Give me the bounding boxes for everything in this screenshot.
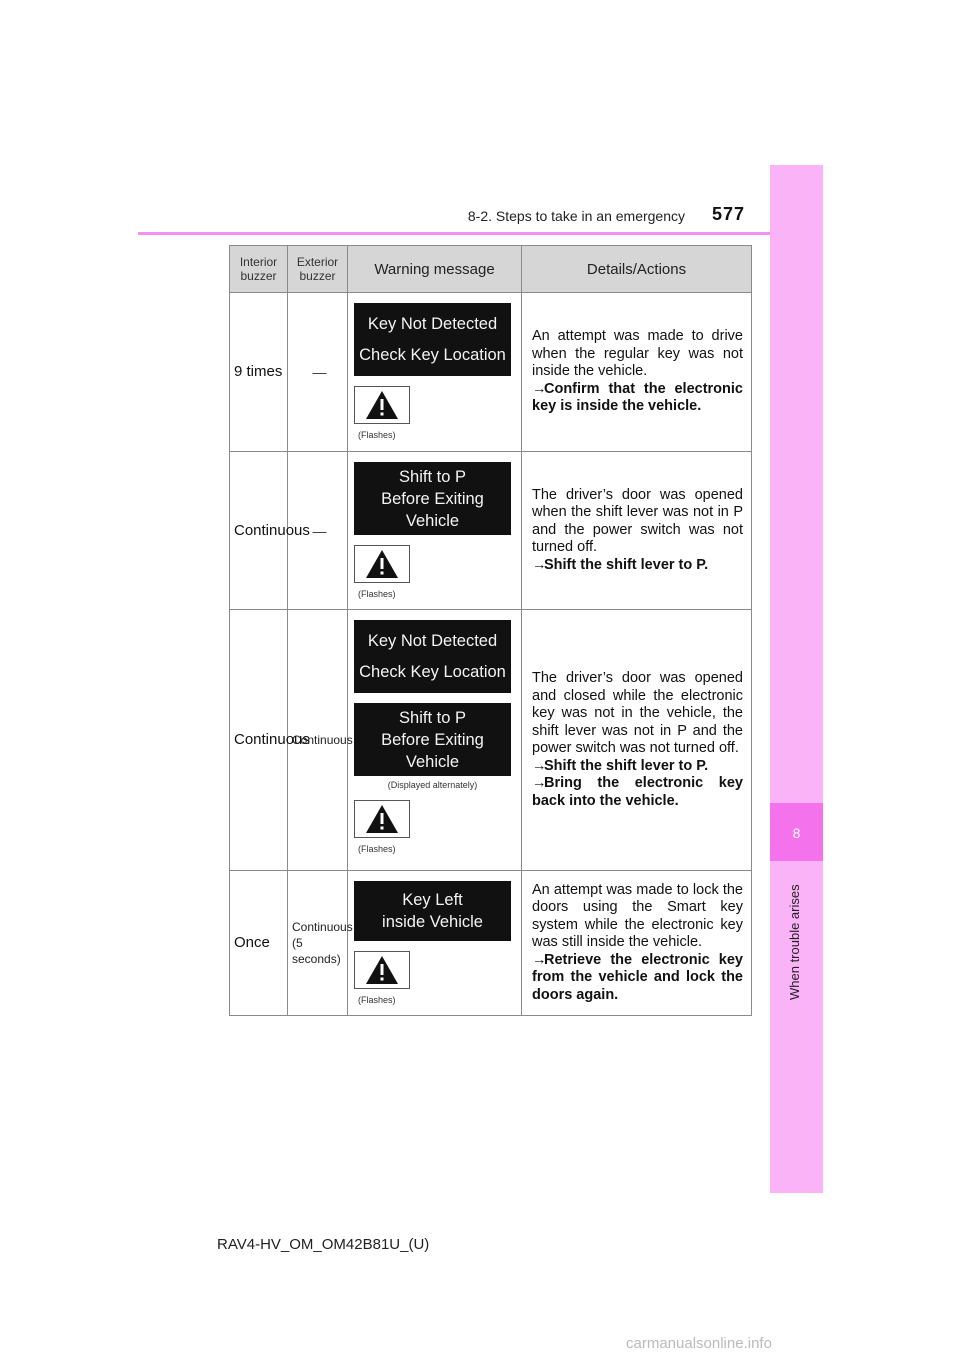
section-title: 8-2. Steps to take in an emergency bbox=[467, 208, 685, 224]
warning-table bbox=[229, 245, 752, 1016]
side-tab-strip bbox=[770, 165, 823, 1193]
warning-indicator bbox=[354, 545, 410, 583]
warning-message-cell bbox=[348, 871, 522, 1016]
chapter-label: When trouble arises bbox=[787, 884, 802, 1000]
interior-buzzer-cell: Continuous bbox=[230, 452, 288, 610]
details-cell bbox=[522, 452, 752, 610]
message-display: Shift to P Before Exiting Vehicle bbox=[354, 462, 511, 535]
page-number: 577 bbox=[712, 204, 746, 224]
warning-indicator bbox=[354, 800, 410, 838]
warning-indicator bbox=[354, 386, 410, 424]
details-cell bbox=[522, 293, 752, 452]
chapter-number-tab[interactable]: 8 bbox=[770, 803, 823, 861]
warning-indicator bbox=[354, 951, 410, 989]
flash-caption: (Flashes) bbox=[358, 430, 396, 440]
details-cell bbox=[522, 610, 752, 871]
header-interior-buzzer: Interior buzzer bbox=[230, 246, 288, 293]
details-text: An attempt was made to lock the doors using the Smart key system while the electronic key was still inside the vehicle. bbox=[532, 881, 743, 951]
action-item: →Shift the shift lever to P. bbox=[532, 556, 709, 573]
table-row bbox=[230, 452, 752, 610]
header-exterior-buzzer: Exterior buzzer bbox=[288, 246, 348, 293]
table-row bbox=[230, 871, 752, 1016]
warning-message-cell bbox=[348, 610, 522, 871]
interior-buzzer-cell: Once bbox=[230, 871, 288, 1016]
action-item: →Shift the shift lever to P. bbox=[532, 757, 709, 774]
exterior-buzzer-cell: Continuous bbox=[288, 610, 348, 871]
message-display: Key Left inside Vehicle bbox=[354, 881, 511, 941]
header-warning-message: Warning message bbox=[348, 246, 522, 293]
action-item: →Retrieve the electronic key from the vehicle and lock the doors again. bbox=[532, 951, 743, 1003]
warning-triangle-icon bbox=[365, 804, 399, 834]
message-display: Key Not Detected Check Key Location bbox=[354, 303, 511, 376]
message-display: Key Not Detected Check Key Location bbox=[354, 620, 511, 693]
warning-triangle-icon bbox=[365, 549, 399, 579]
flash-caption: (Flashes) bbox=[358, 589, 396, 599]
message-display: Shift to P Before Exiting Vehicle bbox=[354, 703, 511, 776]
warning-message-cell bbox=[348, 293, 522, 452]
details-text: The driver’s door was opened and closed while the electronic key was not in the vehicle, the shift lever was not in P and the power switch was not turned off. bbox=[532, 670, 743, 756]
exterior-buzzer-cell: — bbox=[288, 293, 348, 452]
header-details-actions: Details/Actions bbox=[522, 246, 752, 293]
interior-buzzer-cell: Continuous bbox=[230, 610, 288, 871]
table-row bbox=[230, 293, 752, 452]
table-header-row bbox=[230, 246, 752, 293]
flash-caption: (Flashes) bbox=[358, 844, 396, 854]
interior-buzzer-cell: 9 times bbox=[230, 293, 288, 452]
details-text: The driver’s door was opened when the shift lever was not in P and the power switch was not turned off. bbox=[532, 486, 743, 556]
header-divider bbox=[138, 232, 823, 235]
flash-caption: (Flashes) bbox=[358, 995, 396, 1005]
table-row bbox=[230, 610, 752, 871]
document-code: RAV4-HV_OM_OM42B81U_(U) bbox=[217, 1236, 430, 1253]
warning-message-cell bbox=[348, 452, 522, 610]
exterior-buzzer-cell: Continuous (5 seconds) bbox=[288, 871, 348, 1016]
details-text: An attempt was made to drive when the regular key was not inside the vehicle. bbox=[532, 328, 743, 380]
watermark: carmanualsonline.info bbox=[626, 1335, 772, 1352]
exterior-buzzer-cell: — bbox=[288, 452, 348, 610]
warning-triangle-icon bbox=[365, 955, 399, 985]
warning-triangle-icon bbox=[365, 390, 399, 420]
details-cell bbox=[522, 871, 752, 1016]
alternate-caption: (Displayed alternately) bbox=[387, 780, 478, 790]
action-item: →Bring the electronic key back into the vehicle. bbox=[532, 775, 743, 809]
action-item: →Confirm that the electronic key is inside the vehicle. bbox=[532, 380, 743, 415]
